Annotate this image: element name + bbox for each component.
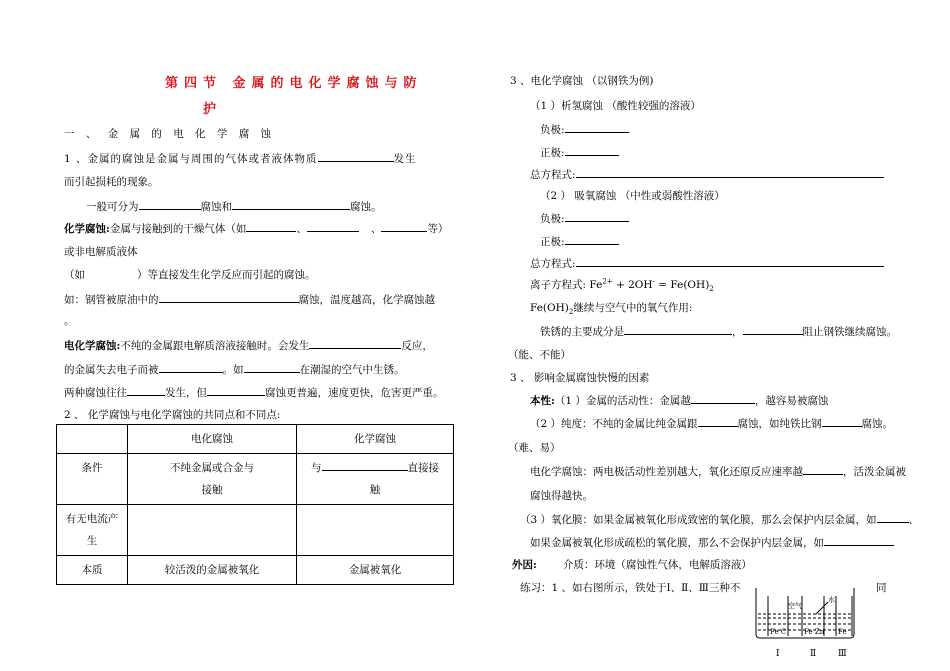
subsection-1-heading: 一 、 金 属 的 电 化 学 腐 蚀 — [64, 128, 276, 140]
figure-roman-3: Ⅲ — [838, 649, 847, 659]
table-cell: 与 直接接 触 — [297, 454, 454, 505]
table-cell: 条件 — [57, 454, 128, 505]
table-cell: 不纯金属或合金与 接触 — [128, 454, 297, 505]
answer-blank[interactable] — [691, 392, 755, 404]
answer-blank[interactable] — [624, 323, 732, 335]
table-cell[interactable] — [297, 505, 454, 556]
example-line-end: 。 — [64, 315, 75, 327]
corrosion-figure — [754, 584, 866, 664]
table-cell: 金属被氧化 — [297, 556, 454, 585]
classification-line: 一般可分为 腐蚀和 腐蚀。 — [86, 198, 382, 214]
answer-blank[interactable] — [159, 291, 299, 303]
figure-label-cell-3: Fe — [838, 628, 847, 636]
electrochemical-line-2: 的金属失去电子而被 。如 在潮湿的空气中生锈。 — [64, 361, 405, 377]
both-corrosion-line: 两种腐蚀往往 发生，但 腐蚀更普遍，速度更快，危害更严重。 — [64, 384, 444, 400]
factors-heading: 3 、 影响金属腐蚀快慢的因素 — [510, 372, 650, 384]
can-hint: （能、不能） — [508, 349, 571, 361]
figure-roman-2: Ⅱ — [810, 649, 817, 659]
answer-blank[interactable] — [824, 534, 894, 546]
answer-blank[interactable] — [232, 198, 350, 210]
table-cell[interactable] — [128, 505, 297, 556]
oxide-film-line-2: 如果金属被氧化形成疏松的氧化膜，那么不会保护内层金属，如 — [530, 534, 894, 550]
electrochem-heading: 3 、电化学腐蚀 （以钢铁为例) — [510, 75, 654, 87]
nature-line: 本性:（1 ）金属的活动性：金属越 ，越容易被腐蚀 — [530, 392, 828, 408]
answer-blank[interactable] — [381, 220, 427, 232]
answer-blank[interactable] — [244, 361, 300, 373]
ionic-equation: 离子方程式: $Fe^{2+} + 2OH^- = Fe(OH)_2$ — [530, 277, 714, 294]
table-row — [57, 454, 454, 505]
hydroxide-line: $Fe(OH)_2$继续与空气中的氧气作用: — [530, 302, 693, 317]
section-title-cont: 护 — [203, 102, 223, 117]
answer-blank[interactable] — [246, 220, 296, 232]
positive-electrode-line: 正极: — [540, 144, 619, 160]
answer-blank[interactable] — [159, 361, 223, 373]
definition-line: 1 、金属的腐蚀是金属与周围的气体或者液体物质 发生 — [64, 150, 417, 166]
exercise-line: 练习：1 、如右图所示，铁处于Ⅰ、Ⅱ、Ⅲ三种不 — [520, 582, 741, 594]
exercise-line-end: 同 — [876, 582, 887, 594]
hard-easy-hint: （难、易） — [508, 442, 561, 454]
negative-electrode-line-2: 负极: — [540, 210, 629, 226]
table-row — [57, 505, 454, 556]
table-header-cell: 电化腐蚀 — [128, 425, 297, 454]
answer-blank[interactable] — [139, 198, 201, 210]
answer-blank[interactable] — [698, 415, 738, 427]
table-row — [57, 425, 454, 454]
definition-line-2: 而引起损耗的现象。 — [64, 176, 159, 188]
table-header-cell: 化学腐蚀 — [297, 425, 454, 454]
answer-blank[interactable] — [565, 210, 629, 222]
table-cell: 较活泼的金属被氧化 — [128, 556, 297, 585]
answer-blank[interactable] — [565, 144, 619, 156]
answer-blank[interactable] — [743, 323, 803, 335]
external-factor-line: 外因: 介质：环境（腐蚀性气体，电解质溶液） — [512, 559, 752, 571]
answer-blank[interactable] — [576, 166, 884, 178]
negative-electrode-line: 负极: — [540, 121, 629, 137]
answer-blank[interactable] — [127, 384, 165, 396]
electrochem-rate-line-2: 腐蚀得越快。 — [530, 490, 593, 502]
oxygen-corrosion-heading: （2 ） 吸氧腐蚀 （中性或弱酸性溶液） — [540, 190, 725, 202]
figure-label-water: 水 — [828, 596, 835, 604]
answer-blank[interactable] — [322, 459, 408, 471]
hydrogen-corrosion-heading: （1 ）析氢腐蚀 （酸性较强的溶液） — [530, 100, 701, 112]
section-title: 第四节 金属的电化学腐蚀与防 — [165, 76, 423, 91]
rust-line: 铁锈的主要成分是 ， 阻止钢铁继续腐蚀。 — [540, 323, 897, 339]
answer-blank[interactable] — [822, 415, 862, 427]
chemical-corrosion-line-3: （如 ）等直接发生化学反应而引起的腐蚀。 — [64, 269, 316, 281]
subsection-2-heading: 2 、 化学腐蚀与电化学腐蚀的共同点和不同点: — [64, 409, 281, 421]
electrochemical-line: 电化学腐蚀:不纯的金属跟电解质溶液接触时。会发生 反应， — [64, 337, 433, 353]
total-equation-line-2: 总方程式: — [530, 255, 884, 271]
total-equation-line: 总方程式: — [530, 166, 884, 182]
example-line: 如：钢管被原油中的 腐蚀，温度越高，化学腐蚀越 — [64, 291, 435, 307]
chemical-corrosion-line-2: 或非电解质液体 — [64, 246, 138, 258]
comparison-table — [56, 424, 454, 585]
answer-blank[interactable] — [565, 233, 619, 245]
figure-label-cell-2: Fe Zn — [804, 628, 825, 636]
answer-blank[interactable] — [576, 255, 884, 267]
table-row — [57, 556, 454, 585]
positive-electrode-line-2: 正极: — [540, 233, 619, 249]
table-header-cell — [57, 425, 128, 454]
figure-label-cell-1: Fe C — [770, 628, 787, 636]
answer-blank[interactable] — [307, 220, 359, 232]
answer-blank[interactable] — [877, 511, 909, 523]
answer-blank[interactable] — [803, 463, 843, 475]
answer-blank[interactable] — [318, 150, 394, 162]
chemical-corrosion-line: 化学腐蚀:金属与接触到的干燥气体（如 、 、 等） — [64, 220, 448, 236]
figure-label-air: 空气 — [788, 602, 802, 610]
answer-blank[interactable] — [565, 121, 629, 133]
answer-blank[interactable] — [309, 337, 401, 349]
purity-line: （2 ）纯度：不纯的金属比纯金属跟 腐蚀，如纯铁比钢 腐蚀。 — [530, 415, 893, 431]
figure-roman-1: Ⅰ — [776, 649, 780, 659]
oxide-film-line: （3 ）氧化膜：如果金属被氧化形成致密的氧化膜，那么会保护内层金属，如 、 — [520, 511, 919, 527]
table-cell: 本质 — [57, 556, 128, 585]
table-cell: 有无电流产 生 — [57, 505, 128, 556]
electrochem-rate-line: 电化学腐蚀：两电极活动性差别越大，氧化还原反应速率越 ，活泼金属被 — [530, 463, 906, 479]
answer-blank[interactable] — [207, 384, 265, 396]
